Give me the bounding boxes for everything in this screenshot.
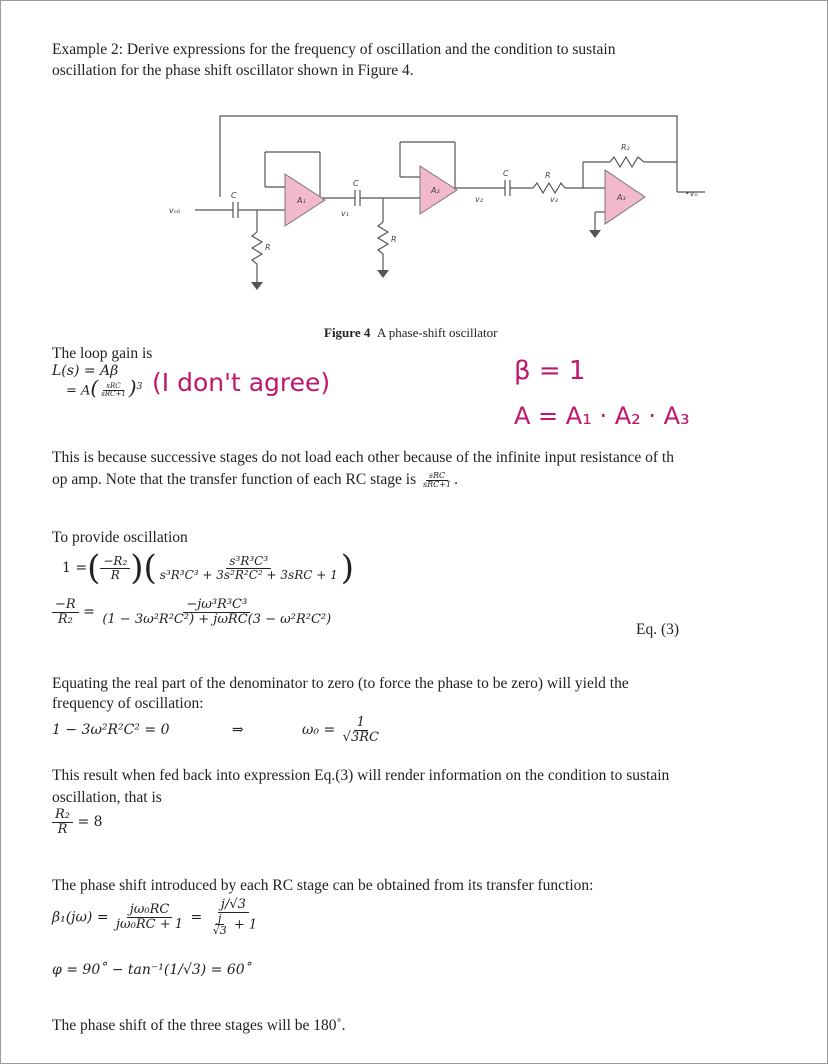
explain-line-2 xyxy=(52,470,458,490)
frequency-eq xyxy=(52,716,382,744)
eq2-num: −jω³R³C³ xyxy=(183,598,250,613)
phase-f1-num: jω₀RC xyxy=(127,903,173,918)
label-r2: R₂ xyxy=(621,143,630,152)
label-a3: A₃ xyxy=(617,193,626,202)
label-r2b: R xyxy=(391,235,397,244)
condition-line-1: This result when fed back into expression Eq.(3) will render information on the condition to sustain xyxy=(52,767,670,784)
explain-line-2-text: op amp. Note that the transfer function of each RC stage is xyxy=(52,471,417,488)
figure-caption-text: A phase-shift oscillator xyxy=(376,325,498,340)
label-c2: C xyxy=(353,179,359,188)
label-c1: C xyxy=(231,191,237,200)
phase-eq-sign: = xyxy=(190,909,203,926)
label-v2: v₂ xyxy=(475,195,483,204)
eq2-equals: = xyxy=(83,604,95,621)
phase-final: The phase shift of the three stages will be 180˚. xyxy=(52,1017,346,1034)
loop-gain-frac-num: sRC xyxy=(103,383,123,391)
figure-caption-label: Figure 4 xyxy=(324,325,371,340)
phase-f2-den xyxy=(207,913,260,937)
omega-num: 1 xyxy=(354,716,368,731)
handwritten-a-product: A = A₁ · A₂ · A₃ xyxy=(514,402,690,430)
phase-eq-1 xyxy=(52,898,260,937)
label-vo-in: vₒ₀ xyxy=(169,206,181,215)
label-v1: v₁ xyxy=(341,209,349,218)
frequency-line-2: frequency of oscillation: xyxy=(52,695,204,712)
phase-f2-den-num: j xyxy=(215,913,224,926)
label-a2: A₂ xyxy=(431,186,440,195)
phase-shift-oscillator-figure xyxy=(165,102,725,312)
oscillation-eq-2 xyxy=(52,598,334,626)
oscillation-eq-1: 1 =( $\frac{\text{−R₂}}{R}$ )( $\frac{\text{s³R³C³}}{\text{s³R³C³ + 3s²R²C² + 3sRC + 1}}$ ) xyxy=(62,548,355,588)
frequency-line-1: Equating the real part of the denominator to zero (to force the phase to be zero) will yield the xyxy=(52,675,629,692)
omega-lhs: ω₀ = xyxy=(302,722,336,739)
phase-f2-num: j/√3 xyxy=(218,898,249,913)
phase-line-1: The phase shift introduced by each RC stage can be obtained from its transfer function: xyxy=(52,877,594,894)
explain-period: . xyxy=(454,471,458,488)
loop-gain-exponent: 3 xyxy=(136,382,143,392)
loop-gain-prefix: = A xyxy=(66,383,91,399)
frequency-eq-left: 1 − 3ω²R²C² = 0 xyxy=(52,722,170,739)
phase-f1-den: jω₀RC + 1 xyxy=(116,916,184,932)
eq1-num: s³R³C³ xyxy=(226,555,271,569)
eq2-lhs-num: −R xyxy=(52,598,79,613)
loop-gain-line-2: L(s) = Aβ xyxy=(52,363,119,379)
eq-3-label: Eq. (3) xyxy=(636,621,680,638)
eq1-den: s³R³C³ + 3s²R²C² + 3sRC + 1 xyxy=(159,567,338,582)
eq1-neg-num: −R₂ xyxy=(100,555,130,569)
eq2-den: (1 − 3ω²R²C²) + jωRC(3 − ω²R²C²) xyxy=(102,611,332,627)
label-v3: v₃ xyxy=(550,195,558,204)
condition-frac-num: R₂ xyxy=(52,808,73,823)
condition-eq xyxy=(52,808,103,836)
frequency-implies: ⇒ xyxy=(232,722,244,739)
eq1-lhs: 1 = xyxy=(62,560,88,576)
handwritten-note: (I don't agree) xyxy=(152,368,331,397)
phase-f2-den-suffix: + 1 xyxy=(233,917,258,933)
label-r1: R xyxy=(265,243,271,252)
intro-line-1: Example 2: Derive expressions for the frequency of oscillation and the condition to sustain xyxy=(52,41,616,58)
phase-f2-den-den: √3 xyxy=(212,924,227,938)
intro-line-2: oscillation for the phase shift oscillator shown in Figure 4. xyxy=(52,62,414,79)
explain-frac-den: sRC+1 xyxy=(423,479,452,489)
handwritten-beta: β = 1 xyxy=(514,356,586,386)
omega-den: √3RC xyxy=(342,729,379,745)
loop-gain-line-1: The loop gain is xyxy=(52,345,153,362)
condition-line-2: oscillation, that is xyxy=(52,789,162,806)
oscillation-heading: To provide oscillation xyxy=(52,529,188,546)
eq2-lhs-den: R₂ xyxy=(57,611,73,627)
label-vo-out: •vₒ xyxy=(685,189,698,198)
condition-equals: = 8 xyxy=(77,814,103,831)
label-c3: C xyxy=(503,169,509,178)
loop-gain-frac-den: sRC+1 xyxy=(101,390,126,399)
beta-lhs: β₁(jω) = xyxy=(52,909,109,926)
label-r3: R xyxy=(545,171,551,180)
condition-frac-den: R xyxy=(57,821,68,837)
explain-line-1: This is because successive stages do not load each other because of the infinite input resistance of th xyxy=(52,449,674,466)
phi-eq: φ = 90˚ − tan⁻¹(1/√3) = 60˚ xyxy=(52,962,252,978)
loop-gain-line-3: = A( $\frac{\text{sRC}}{\text{sRC+1}}$ )$^3$ xyxy=(66,375,143,400)
explain-frac-num: sRC xyxy=(426,472,448,481)
eq1-neg-den: R xyxy=(110,567,120,582)
label-a1: A₁ xyxy=(297,196,306,205)
figure-caption xyxy=(324,323,497,343)
